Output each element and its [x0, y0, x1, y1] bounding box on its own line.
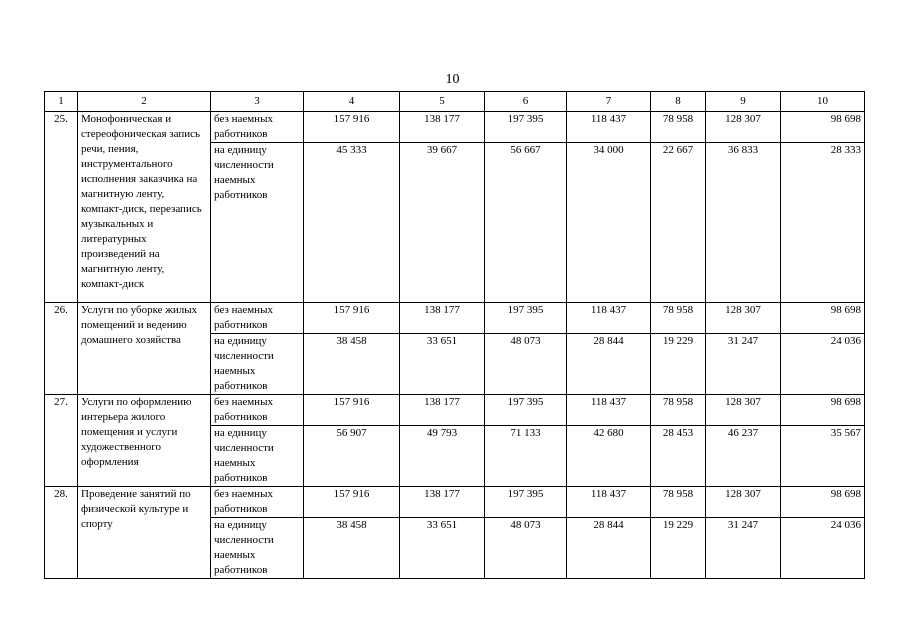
value-cell: 128 307 — [706, 395, 781, 426]
value-cell: 28 844 — [567, 334, 651, 395]
column-header: 9 — [706, 92, 781, 112]
value-cell: 33 651 — [400, 334, 485, 395]
value-cell: 42 680 — [567, 426, 651, 487]
value-cell: 36 833 — [706, 143, 781, 303]
value-cell: 56 667 — [485, 143, 567, 303]
column-header: 6 — [485, 92, 567, 112]
category-label: без наемных работников — [211, 487, 304, 518]
page-number: 10 — [445, 72, 460, 87]
value-cell: 78 958 — [651, 395, 706, 426]
service-name: Услуги по уборке жилых помещений и ведению домашнего хозяйства — [78, 303, 211, 395]
value-cell: 98 698 — [781, 395, 865, 426]
value-cell: 157 916 — [304, 395, 400, 426]
value-cell: 197 395 — [485, 487, 567, 518]
column-header: 5 — [400, 92, 485, 112]
value-cell: 78 958 — [651, 487, 706, 518]
value-cell: 197 395 — [485, 303, 567, 334]
value-cell: 31 247 — [706, 334, 781, 395]
value-cell: 128 307 — [706, 303, 781, 334]
value-cell: 24 036 — [781, 334, 865, 395]
value-cell: 45 333 — [304, 143, 400, 303]
table-row — [45, 303, 865, 334]
column-header: 3 — [211, 92, 304, 112]
row-number: 27. — [45, 395, 78, 487]
value-cell: 19 229 — [651, 518, 706, 579]
value-cell: 28 453 — [651, 426, 706, 487]
value-cell: 24 036 — [781, 518, 865, 579]
row-number: 28. — [45, 487, 78, 579]
value-cell: 71 133 — [485, 426, 567, 487]
value-cell: 98 698 — [781, 112, 865, 143]
value-cell: 118 437 — [567, 112, 651, 143]
value-cell: 98 698 — [781, 487, 865, 518]
value-cell: 78 958 — [651, 112, 706, 143]
value-cell: 138 177 — [400, 112, 485, 143]
category-label: без наемных работников — [211, 112, 304, 143]
value-cell: 157 916 — [304, 112, 400, 143]
table-row — [45, 395, 865, 426]
value-cell: 128 307 — [706, 112, 781, 143]
column-header: 2 — [78, 92, 211, 112]
tariff-table — [44, 91, 865, 579]
category-label: на единицу численности наемных работников — [211, 334, 304, 395]
category-label: на единицу численности наемных работников — [211, 143, 304, 303]
value-cell: 28 844 — [567, 518, 651, 579]
column-header: 4 — [304, 92, 400, 112]
value-cell: 38 458 — [304, 334, 400, 395]
value-cell: 48 073 — [485, 334, 567, 395]
service-name: Проведение занятий по физической культуре и спорту — [78, 487, 211, 579]
value-cell: 48 073 — [485, 518, 567, 579]
service-name: Услуги по оформлению интерьера жилого помещения и услуги художественного оформления — [78, 395, 211, 487]
value-cell: 197 395 — [485, 112, 567, 143]
value-cell: 46 237 — [706, 426, 781, 487]
value-cell: 157 916 — [304, 303, 400, 334]
column-header: 10 — [781, 92, 865, 112]
value-cell: 33 651 — [400, 518, 485, 579]
value-cell: 39 667 — [400, 143, 485, 303]
service-name: Монофоническая и стереофоническая запись речи, пения, инструментального исполнения заказчика на магнитную ленту, компакт-диск, перезапись музыкальных и литературных произведений на магнитную ленту, компакт-диск — [78, 112, 211, 303]
value-cell: 138 177 — [400, 487, 485, 518]
value-cell: 34 000 — [567, 143, 651, 303]
value-cell: 28 333 — [781, 143, 865, 303]
value-cell: 118 437 — [567, 303, 651, 334]
column-header: 1 — [45, 92, 78, 112]
category-label: на единицу численности наемных работников — [211, 518, 304, 579]
value-cell: 35 567 — [781, 426, 865, 487]
value-cell: 98 698 — [781, 303, 865, 334]
column-header: 8 — [651, 92, 706, 112]
value-cell: 22 667 — [651, 143, 706, 303]
value-cell: 138 177 — [400, 395, 485, 426]
value-cell: 38 458 — [304, 518, 400, 579]
value-cell: 118 437 — [567, 395, 651, 426]
category-label: на единицу численности наемных работников — [211, 426, 304, 487]
row-number: 25. — [45, 112, 78, 303]
table-row — [45, 112, 865, 143]
value-cell: 128 307 — [706, 487, 781, 518]
value-cell: 138 177 — [400, 303, 485, 334]
value-cell: 157 916 — [304, 487, 400, 518]
value-cell: 56 907 — [304, 426, 400, 487]
category-label: без наемных работников — [211, 395, 304, 426]
category-label: без наемных работников — [211, 303, 304, 334]
value-cell: 19 229 — [651, 334, 706, 395]
value-cell: 78 958 — [651, 303, 706, 334]
table-row — [45, 487, 865, 518]
header-row — [45, 92, 865, 112]
row-number: 26. — [45, 303, 78, 395]
column-header: 7 — [567, 92, 651, 112]
value-cell: 31 247 — [706, 518, 781, 579]
value-cell: 118 437 — [567, 487, 651, 518]
value-cell: 49 793 — [400, 426, 485, 487]
value-cell: 197 395 — [485, 395, 567, 426]
